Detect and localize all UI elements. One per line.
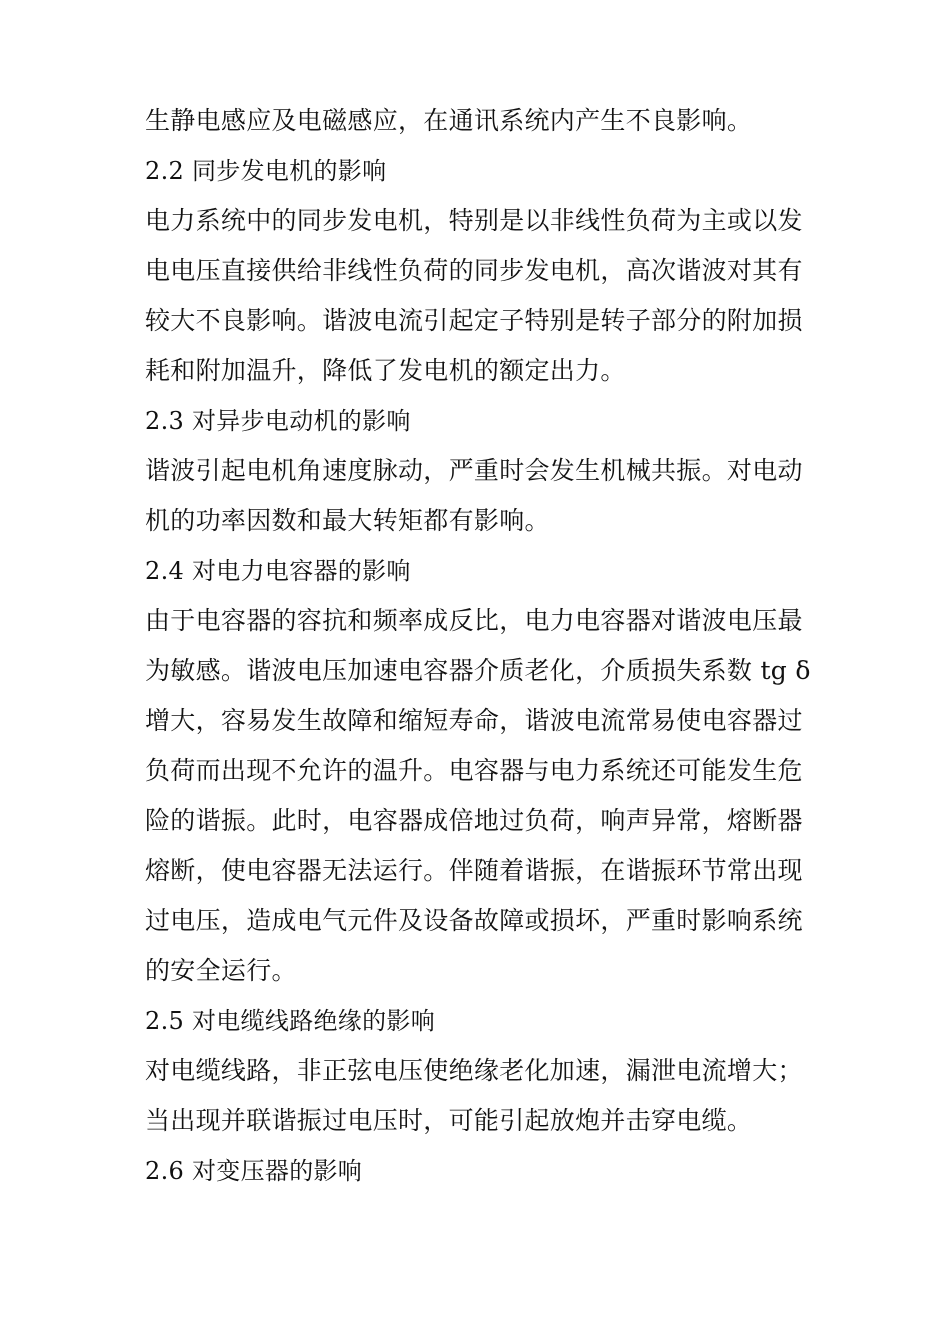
section-heading-2-6: 2.6 对变压器的影响 [145,1157,363,1185]
paragraph-line: 生静电感应及电磁感应，在通讯系统内产生不良影响。 [145,106,753,135]
section-heading-2-5: 2.5 对电缆线路绝缘的影响 [145,1007,435,1035]
paragraph-line: 过电压，造成电气元件及设备故障或损坏，严重时影响系统 [145,906,803,935]
section-heading-2-2: 2.2 同步发电机的影响 [145,157,387,185]
paragraph-line: 谐波引起电机角速度脉动，严重时会发生机械共振。对电动 [145,456,803,485]
paragraph-line: 熔断，使电容器无法运行。伴随着谐振，在谐振环节常出现 [145,856,803,885]
paragraph-line: 对电缆线路，非正弦电压使绝缘老化加速，漏泄电流增大； [145,1056,803,1085]
paragraph-line: 当出现并联谐振过电压时，可能引起放炮并击穿电缆。 [145,1106,753,1135]
paragraph-line: 的安全运行。 [145,956,297,985]
paragraph-line: 为敏感。谐波电压加速电容器介质老化，介质损失系数 tg δ [145,656,811,685]
paragraph-line: 由于电容器的容抗和频率成反比，电力电容器对谐波电压最 [145,606,803,635]
document-body [145,96,813,1196]
paragraph-line: 耗和附加温升，降低了发电机的额定出力。 [145,356,626,385]
paragraph-line: 电电压直接供给非线性负荷的同步发电机，高次谐波对其有 [145,256,803,285]
paragraph-line: 电力系统中的同步发电机，特别是以非线性负荷为主或以发 [145,206,803,235]
paragraph-line: 险的谐振。此时，电容器成倍地过负荷，响声异常，熔断器 [145,806,803,835]
section-heading-2-3: 2.3 对异步电动机的影响 [145,407,411,435]
paragraph-line: 负荷而出现不允许的温升。电容器与电力系统还可能发生危 [145,756,803,785]
section-heading-2-4: 2.4 对电力电容器的影响 [145,557,411,585]
paragraph-line: 机的功率因数和最大转矩都有影响。 [145,506,550,535]
paragraph-line: 增大，容易发生故障和缩短寿命，谐波电流常易使电容器过 [145,706,803,735]
paragraph-line: 较大不良影响。谐波电流引起定子特别是转子部分的附加损 [145,306,803,335]
